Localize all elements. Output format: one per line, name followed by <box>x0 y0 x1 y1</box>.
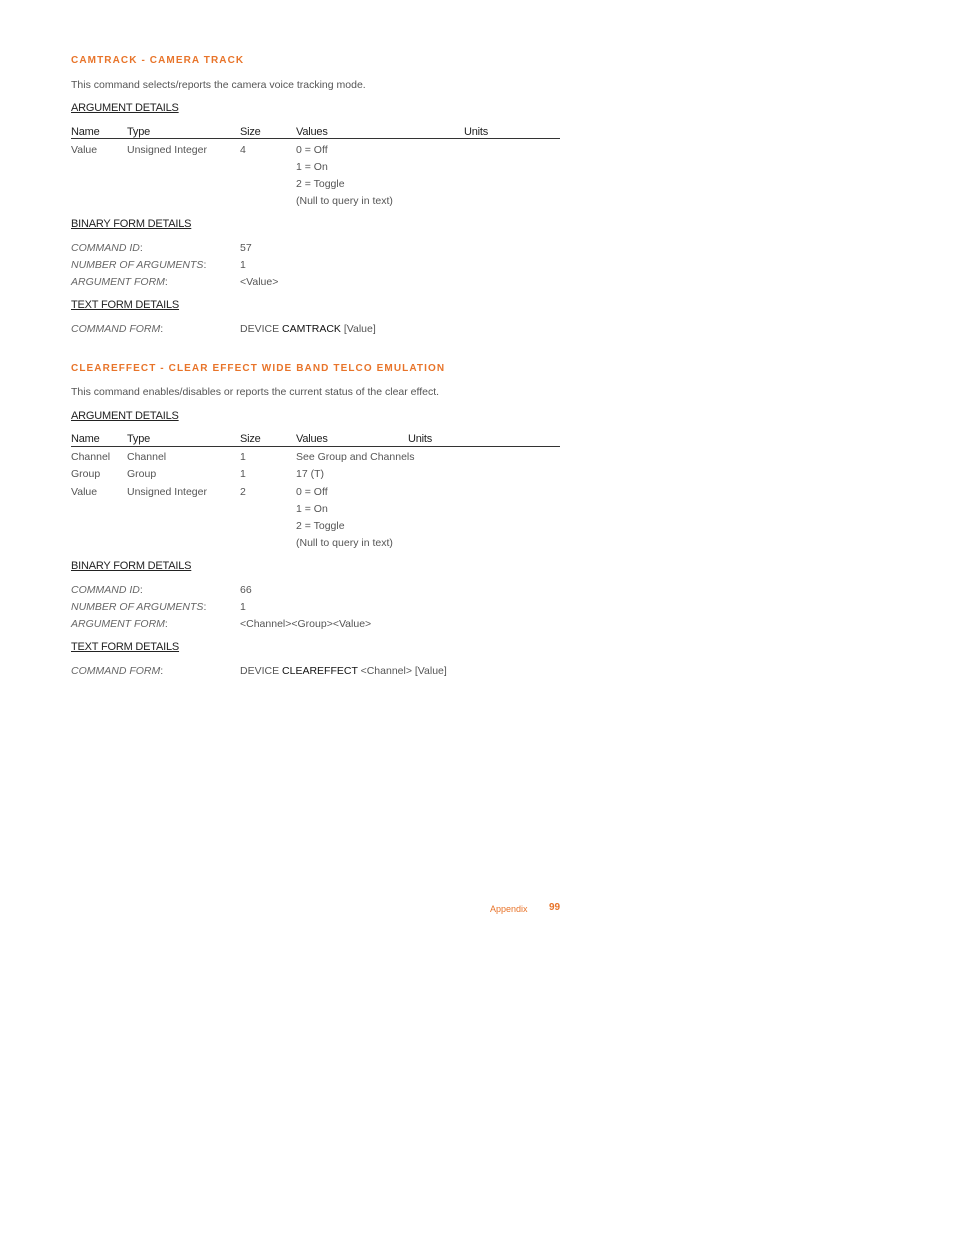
command-id-value: 66 <box>240 584 252 596</box>
number-of-arguments-value: 1 <box>240 259 246 271</box>
section-title: CAMTRACK - CAMERA TRACK <box>71 55 245 66</box>
cell-values: (Null to query in text) <box>296 195 393 207</box>
column-header-type: Type <box>127 126 151 138</box>
cell-type: Unsigned Integer <box>127 144 207 156</box>
cell-type: Channel <box>127 451 167 463</box>
cell-size: 1 <box>240 451 246 463</box>
number-of-arguments-value: 1 <box>240 601 246 613</box>
column-header-values: Values <box>296 433 328 445</box>
table-header-rule <box>71 138 560 139</box>
argument-form-label: ARGUMENT FORM: <box>71 276 168 288</box>
command-id-label: COMMAND ID: <box>71 242 143 254</box>
column-header-units: Units <box>464 126 489 138</box>
command-id-value: 57 <box>240 242 252 254</box>
cell-size: 1 <box>240 468 246 480</box>
page-number: 99 <box>549 902 561 913</box>
text-form-heading: TEXT FORM DETAILS <box>71 299 180 311</box>
cell-name: Group <box>71 468 101 480</box>
cell-values: 1 = On <box>296 161 328 173</box>
cell-values: 0 = Off <box>296 486 328 498</box>
cell-values: 2 = Toggle <box>296 520 345 532</box>
cell-type: Unsigned Integer <box>127 486 207 498</box>
argument-details-heading: ARGUMENT DETAILS <box>71 102 179 114</box>
command-id-label: COMMAND ID: <box>71 584 143 596</box>
text-form-heading: TEXT FORM DETAILS <box>71 641 180 653</box>
cell-size: 4 <box>240 144 246 156</box>
argument-form-value: <Channel><Group><Value> <box>240 618 372 630</box>
number-of-arguments-label: NUMBER OF ARGUMENTS: <box>71 259 207 271</box>
column-header-values: Values <box>296 126 328 138</box>
argument-details-heading: ARGUMENT DETAILS <box>71 410 179 422</box>
command-form-label: COMMAND FORM: <box>71 323 164 335</box>
cell-values: (Null to query in text) <box>296 537 393 549</box>
argument-form-label: ARGUMENT FORM: <box>71 618 168 630</box>
command-form-value <box>240 323 376 335</box>
cell-values: 17 (T) <box>296 468 325 480</box>
argument-form-value: <Value> <box>240 276 279 288</box>
cell-values: 1 = On <box>296 503 328 515</box>
command-suffix: [Value] <box>343 323 376 335</box>
section-title: CLEAREFFECT - CLEAR EFFECT WIDE BAND TELCO EMULATION <box>71 363 446 374</box>
table-header-rule <box>71 446 560 447</box>
command-suffix: <Channel> [Value] <box>360 665 447 677</box>
command-prefix: DEVICE <box>240 665 280 677</box>
command-keyword: CLEAREFFECT <box>282 665 358 677</box>
column-header-units: Units <box>408 433 433 445</box>
cell-size: 2 <box>240 486 246 498</box>
footer-section-label: Appendix <box>490 904 528 914</box>
section-description: This command selects/reports the camera voice tracking mode. <box>71 79 366 91</box>
binary-form-heading: BINARY FORM DETAILS <box>71 218 192 230</box>
cell-name: Value <box>71 486 98 498</box>
command-prefix: DEVICE <box>240 323 280 335</box>
number-of-arguments-label: NUMBER OF ARGUMENTS: <box>71 601 207 613</box>
column-header-size: Size <box>240 433 261 445</box>
column-header-name: Name <box>71 433 100 445</box>
command-keyword: CAMTRACK <box>282 323 341 335</box>
command-form-label: COMMAND FORM: <box>71 665 164 677</box>
cell-values: See Group and Channels <box>296 451 415 463</box>
command-form-value <box>240 665 447 677</box>
cell-name: Value <box>71 144 98 156</box>
cell-name: Channel <box>71 451 111 463</box>
column-header-name: Name <box>71 126 100 138</box>
cell-values: 0 = Off <box>296 144 328 156</box>
binary-form-heading: BINARY FORM DETAILS <box>71 560 192 572</box>
column-header-type: Type <box>127 433 151 445</box>
cell-type: Group <box>127 468 157 480</box>
column-header-size: Size <box>240 126 261 138</box>
section-description: This command enables/disables or reports the current status of the clear effect. <box>71 386 440 398</box>
cell-values: 2 = Toggle <box>296 178 345 190</box>
